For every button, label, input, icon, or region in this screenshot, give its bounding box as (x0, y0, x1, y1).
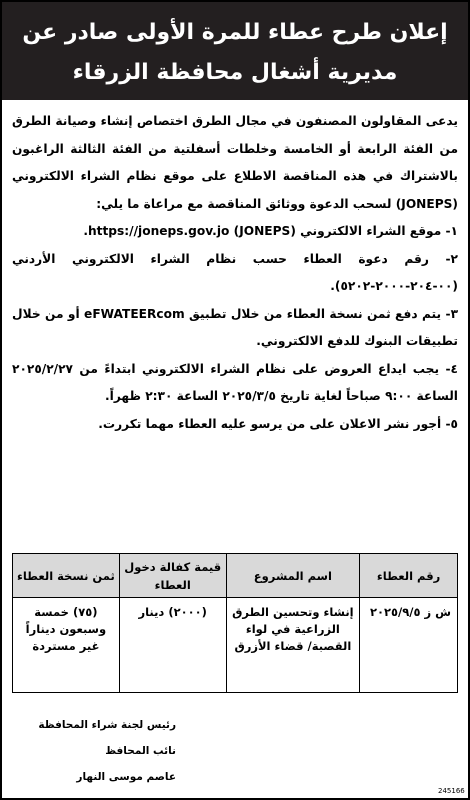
signature-position: نائب المحافظ (105, 745, 176, 757)
cell-document-price: (٧٥) خمسة وسبعون ديناراً غير مستردة (13, 598, 120, 693)
tender-table (12, 553, 458, 693)
cell-tender-number: ش ز ٢٠٢٥/٩/٥ (360, 598, 458, 693)
title-line-2: مديرية أشغال محافظة الزرقاء (72, 60, 398, 85)
item-5: ٥- أجور نشر الاعلان على من يرسو عليه العطاء مهما تكررت. (98, 416, 458, 431)
intro-paragraph: يدعى المقاولون المصنفون في مجال الطرق اختصاص إنشاء وصيانة الطرق من الفئة الرابعة أو الخامسة وخلطات أسفلتية من الفئة الثالثة الراغبون بالاشتراك في هذه المناقصة الاطلاع على موقع نظام الشراء الالكتروني (JONEPS) لسحب الدعوة ووثائق المناقصة مع مراعاة ما يلي: (12, 114, 458, 211)
signature-name: عاصم موسى النهار (76, 771, 176, 783)
item-4: ٤- يجب ايداع العروض على نظام الشراء الالكتروني ابتداءً من ٢٠٢٥/٢/٢٧ الساعة ٩:٠٠ صباحاً لغاية تاريخ ٢٠٢٥/٣/٥ الساعة ٢:٣٠ ظهراً. (12, 361, 458, 403)
cell-project-name: إنشاء وتحسين الطرق الزراعية في لواء القصبة/ قضاء الأزرق (226, 598, 360, 693)
header-banner (2, 2, 468, 100)
header-tender-number: رقم العطاء (360, 554, 458, 598)
item-3: ٣- يتم دفع ثمن نسخة العطاء من خلال تطبيق eFWATEERcom أو من خلال تطبيقات البنوك للدفع الالكتروني. (12, 306, 459, 348)
announcement-body (12, 108, 458, 438)
signature-block (16, 712, 176, 790)
title-line-1: إعلان طرح عطاء للمرة الأولى صادر عن (22, 20, 448, 45)
signature-title: رئيس لجنة شراء المحافظة (38, 719, 176, 731)
header-project-name: اسم المشروع (226, 554, 360, 598)
ad-code: 245166 (438, 787, 465, 795)
header-bid-bond: قيمة كفالة دخول العطاء (119, 554, 226, 598)
cell-bid-bond: (٢٠٠٠) دينار (119, 598, 226, 693)
table-header-row (13, 554, 458, 598)
table-row (13, 598, 458, 693)
header-document-price: ثمن نسخة العطاء (13, 554, 120, 598)
item-1: ١- موقع الشراء الالكتروني (JONEPS) https://joneps.gov.jo. (83, 224, 458, 238)
item-2: ٢- رقم دعوة العطاء حسب نظام الشراء الالكتروني الأردني (٠٠-٢٠٤-٢٠٠٠-٥٢٠٢). (12, 251, 458, 293)
